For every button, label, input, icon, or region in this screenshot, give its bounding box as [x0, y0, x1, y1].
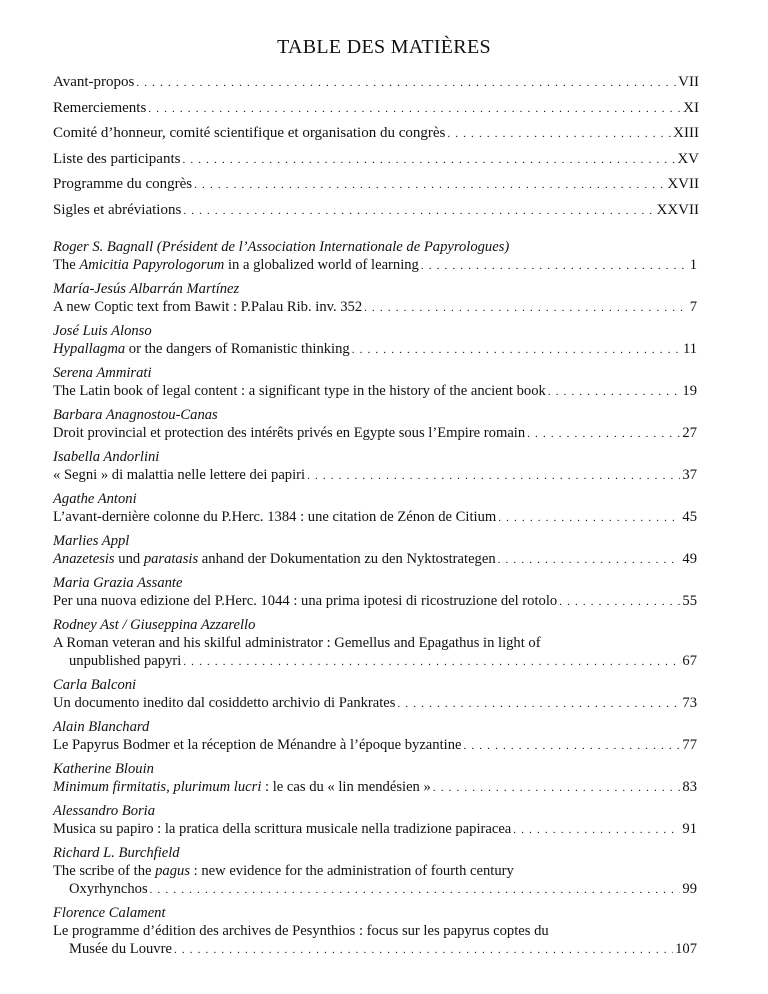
toc-entry: [53, 616, 697, 670]
entry-title: [53, 778, 431, 796]
page-number: 55: [682, 593, 697, 609]
title-part: und: [114, 551, 144, 567]
title-part: The Latin book of legal content : a significant type in the history of the ancient book: [53, 383, 546, 399]
page-number: 27: [682, 425, 697, 441]
title-part: Un documento inedito dal cosiddetto archivio di Pankrates: [53, 695, 396, 711]
toc-line: [53, 880, 697, 898]
toc-line: [53, 70, 699, 96]
toc-line: [53, 382, 697, 400]
toc-line: [53, 147, 699, 173]
toc-line: [53, 298, 697, 316]
entry-author: Serena Ammirati: [53, 365, 152, 381]
toc-label: Sigles et abréviations: [53, 201, 182, 218]
title-part: Le Papyrus Bodmer et la réception de Ménandre à l’époque byzantine: [53, 737, 462, 753]
toc-entry: [53, 760, 697, 796]
entry-title: [53, 940, 172, 958]
entry-title: [53, 820, 511, 838]
toc-line: [53, 256, 697, 274]
entry-title: [53, 550, 496, 568]
entry-title: [53, 340, 350, 358]
entry-author: Roger S. Bagnall (Président de l’Association Internationale de Papyrologues): [53, 239, 510, 255]
entry-title: [53, 694, 395, 712]
toc-line: [53, 424, 697, 442]
leader-dots: [498, 509, 680, 527]
toc-line: [53, 694, 697, 712]
title-part: in a globalized world of learning: [224, 257, 419, 273]
page-number: XXVII: [656, 201, 699, 218]
toc-entry: [53, 280, 697, 316]
toc-entry: [53, 802, 697, 838]
page-number: 77: [682, 737, 697, 753]
page-number: 67: [682, 653, 697, 669]
title-part: Musica su papiro : la pratica della scrittura musicale nella tradizione papiracea: [53, 821, 512, 837]
leader-dots: [150, 881, 681, 899]
title-part: L’avant-dernière colonne du P.Herc. 1384 : une citation de Zénon de Citium: [53, 509, 497, 525]
entry-title: [53, 298, 362, 316]
page-number: XI: [683, 99, 699, 116]
leader-dots: [352, 341, 681, 359]
page-number: XIII: [673, 125, 699, 142]
leader-dots: [421, 257, 688, 275]
leader-dots: [498, 551, 681, 569]
leader-dots: [527, 425, 680, 443]
title-part: or the dangers of Romanistic thinking: [125, 341, 350, 357]
entry-title: [53, 652, 181, 670]
toc-entry: [53, 718, 697, 754]
entry-author: Marlies Appl: [53, 533, 130, 549]
title-part: The scribe of the: [53, 863, 156, 879]
entry-title-line: [53, 634, 697, 652]
title-part: pagus: [155, 863, 190, 879]
toc-entry: [53, 676, 697, 712]
toc-entry: [53, 904, 697, 958]
title-part: The: [53, 257, 80, 273]
page-number: XV: [677, 150, 699, 167]
toc-entry: [53, 574, 697, 610]
page-number: 1: [689, 257, 697, 273]
toc-line: [53, 652, 697, 670]
entry-author: Maria Grazia Assante: [53, 575, 183, 591]
title-part: « Segni » di malattia nelle lettere dei papiri: [53, 467, 306, 483]
leader-dots: [174, 941, 673, 959]
entry-author: Barbara Anagnostou-Canas: [53, 407, 218, 423]
entry-title: [53, 424, 525, 442]
title-part: : new evidence for the administration of fourth century: [190, 863, 514, 879]
entry-author: José Luis Alonso: [53, 323, 152, 339]
leader-dots: [364, 299, 688, 317]
entry-title: [53, 880, 148, 898]
toc-line: [53, 550, 697, 568]
toc-entry: [53, 364, 697, 400]
toc-line: [53, 340, 697, 358]
leader-dots: [447, 122, 671, 148]
page-number: 91: [682, 821, 697, 837]
leader-dots: [397, 695, 680, 713]
leader-dots: [183, 199, 654, 225]
page-number: 45: [682, 509, 697, 525]
leader-dots: [194, 173, 665, 199]
page-number: 37: [682, 467, 697, 483]
title-part: Musée du Louvre: [69, 941, 172, 957]
leader-dots: [463, 737, 680, 755]
toc-entry: [53, 844, 697, 898]
title-part: A Roman veteran and his skilful administrator : Gemellus and Epagathus in light of: [53, 635, 541, 651]
entry-title: [53, 736, 461, 754]
toc-label: Comité d’honneur, comité scientifique et organisation du congrès: [53, 125, 446, 142]
toc-entry: [53, 238, 697, 274]
toc-line: [53, 736, 697, 754]
title-part: Amicitia Papyrologorum: [79, 257, 225, 273]
front-matter-list: [53, 70, 699, 224]
page-number: 49: [682, 551, 697, 567]
toc-label: Remerciements: [53, 99, 147, 116]
title-part: Hypallagma: [53, 341, 126, 357]
toc-line: [53, 820, 697, 838]
toc-line: [53, 508, 697, 526]
entry-author: Isabella Andorlini: [53, 449, 160, 465]
entry-author: Carla Balconi: [53, 677, 137, 693]
title-part: Anazetesis: [53, 551, 115, 567]
toc-entry: [53, 448, 697, 484]
toc-line: [53, 121, 699, 147]
leader-dots: [548, 383, 681, 401]
page-number: VII: [678, 74, 699, 90]
toc-entry: [53, 322, 697, 358]
entry-author: Rodney Ast / Giuseppina Azzarello: [53, 617, 256, 633]
leader-dots: [559, 593, 680, 611]
leader-dots: [136, 71, 676, 97]
page-number: 83: [682, 779, 697, 795]
title-part: : le cas du « lin mendésien »: [261, 779, 431, 795]
title-part: Le programme d’édition des archives de Pesynthios : focus sur les papyrus coptes du: [53, 923, 549, 939]
toc-line: [53, 96, 699, 122]
toc-line: [53, 940, 697, 958]
toc-label: Liste des participants: [53, 150, 181, 167]
entry-title: [53, 466, 305, 484]
page-number: 19: [682, 383, 697, 399]
entry-title-line: [53, 862, 697, 880]
toc-label: Avant-propos: [53, 74, 135, 90]
entry-title: [53, 508, 496, 526]
page-number: XVII: [667, 176, 699, 193]
entry-author: Agathe Antoni: [53, 491, 137, 507]
entry-author: Richard L. Burchfield: [53, 845, 180, 861]
entry-author: Alain Blanchard: [53, 719, 150, 735]
title-part: anhand der Dokumentation zu den Nyktostrategen: [198, 551, 496, 567]
toc-line: [53, 466, 697, 484]
toc-line: [53, 778, 697, 796]
toc-entry: [53, 532, 697, 568]
page-title: TABLE DES MATIÈRES: [277, 36, 491, 58]
title-part: Oxyrhynchos: [69, 881, 148, 897]
title-part: A new Coptic text from Bawit : P.Palau Rib. inv. 352: [53, 299, 363, 315]
toc-line: [53, 172, 699, 198]
title-part: Per una nuova edizione del P.Herc. 1044 : una prima ipotesi di ricostruzione del rotolo: [53, 593, 558, 609]
page-number: 99: [682, 881, 697, 897]
entry-title-line: [53, 922, 697, 940]
leader-dots: [183, 653, 680, 671]
title-part: paratasis: [143, 551, 199, 567]
toc-label: Programme du congrès: [53, 176, 193, 193]
leader-dots: [513, 821, 680, 839]
leader-dots: [433, 779, 681, 797]
toc-line: [53, 198, 699, 224]
toc-entry: [53, 406, 697, 442]
entry-author: María-Jesús Albarrán Martínez: [53, 281, 240, 297]
leader-dots: [307, 467, 680, 485]
entry-title: [53, 256, 419, 274]
leader-dots: [148, 97, 681, 123]
entry-title: [53, 382, 546, 400]
leader-dots: [182, 148, 675, 174]
entry-author: Katherine Blouin: [53, 761, 154, 777]
title-part: Minimum firmitatis, plurimum lucri: [53, 779, 262, 795]
page-number: 7: [689, 299, 697, 315]
toc-entry: [53, 490, 697, 526]
page-number: 11: [682, 341, 697, 357]
title-part: unpublished papyri: [69, 653, 182, 669]
entry-author: Florence Calament: [53, 905, 166, 921]
contributions-list: [53, 238, 697, 964]
entry-title: [53, 592, 557, 610]
toc-line: [53, 592, 697, 610]
title-part: Droit provincial et protection des intérêts privés en Egypte sous l’Empire romain: [53, 425, 526, 441]
page-number: 73: [682, 695, 697, 711]
page-number: 107: [675, 941, 697, 957]
entry-author: Alessandro Boria: [53, 803, 156, 819]
